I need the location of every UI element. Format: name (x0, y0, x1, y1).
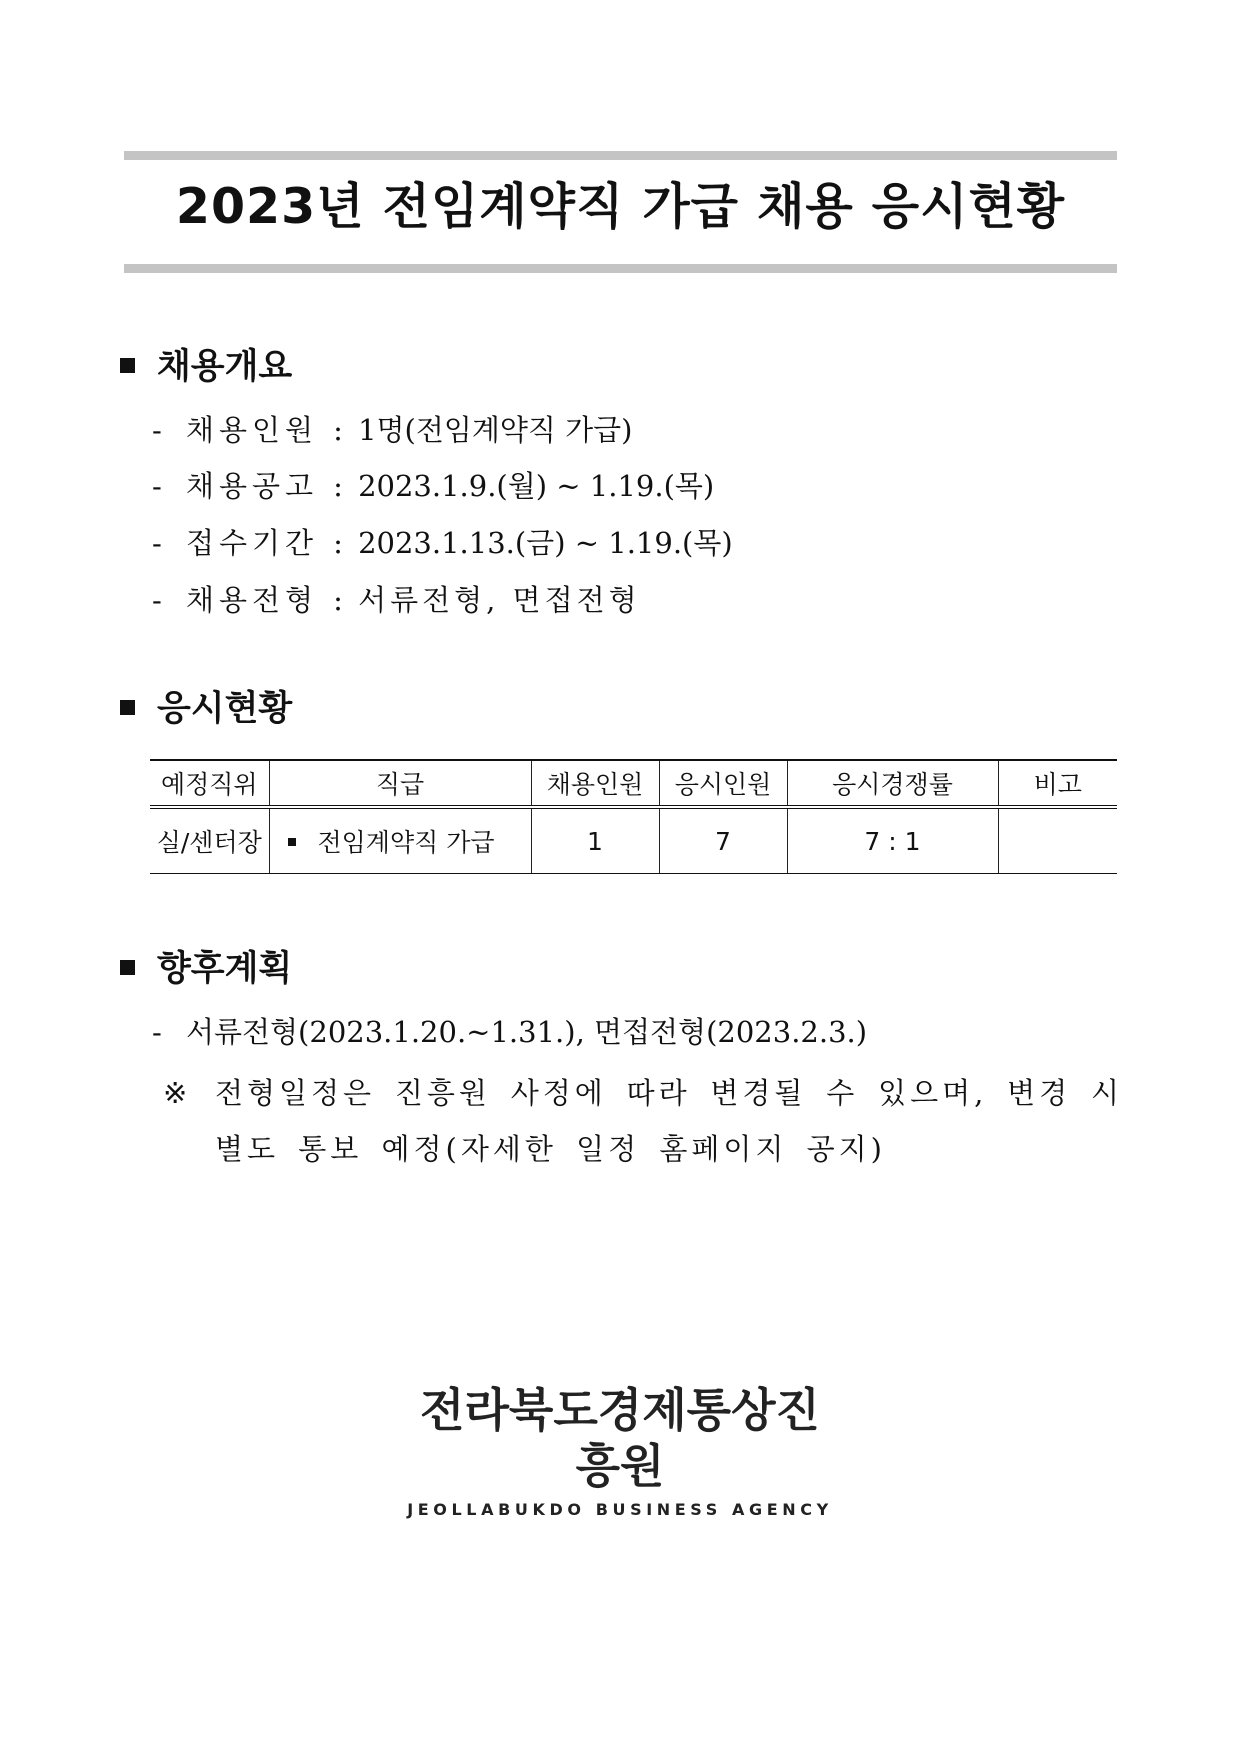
plan-note (163, 1065, 1123, 1177)
col-header: 응시인원 (659, 760, 787, 807)
square-bullet-icon (120, 700, 135, 715)
cell-note (998, 807, 1117, 874)
status-heading-text: 응시현황 (157, 688, 293, 729)
cell-grade (269, 807, 531, 874)
overview-item: - 채용인원 : 1명(전임계약직 가급) (152, 413, 633, 447)
logo-english: JEOLLABUKDO BUSINESS AGENCY (407, 1500, 833, 1519)
overview-heading (120, 345, 292, 389)
overview-item: - 채용전형 : 서류전형, 면접전형 (152, 583, 641, 617)
status-heading (120, 687, 292, 731)
cell-applicants: 7 (659, 807, 787, 874)
title-box (124, 151, 1117, 273)
plan-item: - 서류전형(2023.1.20.~1.31.), 면접전형(2023.2.3.) (152, 1015, 868, 1049)
col-header: 직급 (269, 760, 531, 807)
overview-item-label: 채용공고 (186, 469, 319, 503)
col-header: 응시경쟁률 (787, 760, 998, 807)
title-bottom-bar (124, 264, 1117, 273)
plan-heading-text: 향후계획 (157, 948, 293, 989)
overview-item-value: 2023.1.9.(월) ~ 1.19.(목) (358, 469, 715, 503)
overview-item-value: 1명(전임계약직 가급) (358, 413, 633, 447)
overview-item: - 접수기간 : 2023.1.13.(금) ~ 1.19.(목) (152, 526, 733, 560)
cell-grade-text: 전임계약직 가급 (317, 828, 495, 857)
cell-hires: 1 (531, 807, 659, 874)
col-header: 예정직위 (150, 760, 269, 807)
plan-item-text: 서류전형(2023.1.20.~1.31.), 면접전형(2023.2.3.) (186, 1015, 868, 1049)
table-row (150, 807, 1117, 874)
table-header-row (150, 760, 1117, 807)
overview-item: - 채용공고 : 2023.1.9.(월) ~ 1.19.(목) (152, 469, 715, 503)
square-bullet-icon (120, 358, 135, 373)
overview-item-label: 채용전형 (186, 583, 319, 617)
square-bullet-icon (288, 838, 296, 846)
overview-heading-text: 채용개요 (157, 346, 293, 387)
overview-item-label: 접수기간 (186, 526, 319, 560)
page-title: 2023년 전임계약직 가급 채용 응시현황 (175, 178, 1066, 235)
col-header: 비고 (998, 760, 1117, 807)
cell-position: 실/센터장 (150, 807, 269, 874)
overview-item-value: 서류전형, 면접전형 (358, 583, 641, 617)
logo-korean: 전라북도경제통상진흥원 (420, 1383, 820, 1493)
reference-mark-icon: ※ (163, 1076, 188, 1110)
overview-item-label: 채용인원 (186, 413, 319, 447)
overview-item-value: 2023.1.13.(금) ~ 1.19.(목) (358, 526, 733, 560)
status-table (150, 759, 1117, 874)
plan-note-text: 전형일정은 진흥원 사정에 따라 변경될 수 있으며, 변경 시 별도 통보 예정(자세한 일정 홈페이지 공지) (215, 1076, 1123, 1166)
agency-logo (400, 1382, 840, 1519)
title-top-bar (124, 151, 1117, 160)
square-bullet-icon (120, 960, 135, 975)
plan-heading (120, 947, 292, 991)
cell-ratio: 7 : 1 (787, 807, 998, 874)
col-header: 채용인원 (531, 760, 659, 807)
